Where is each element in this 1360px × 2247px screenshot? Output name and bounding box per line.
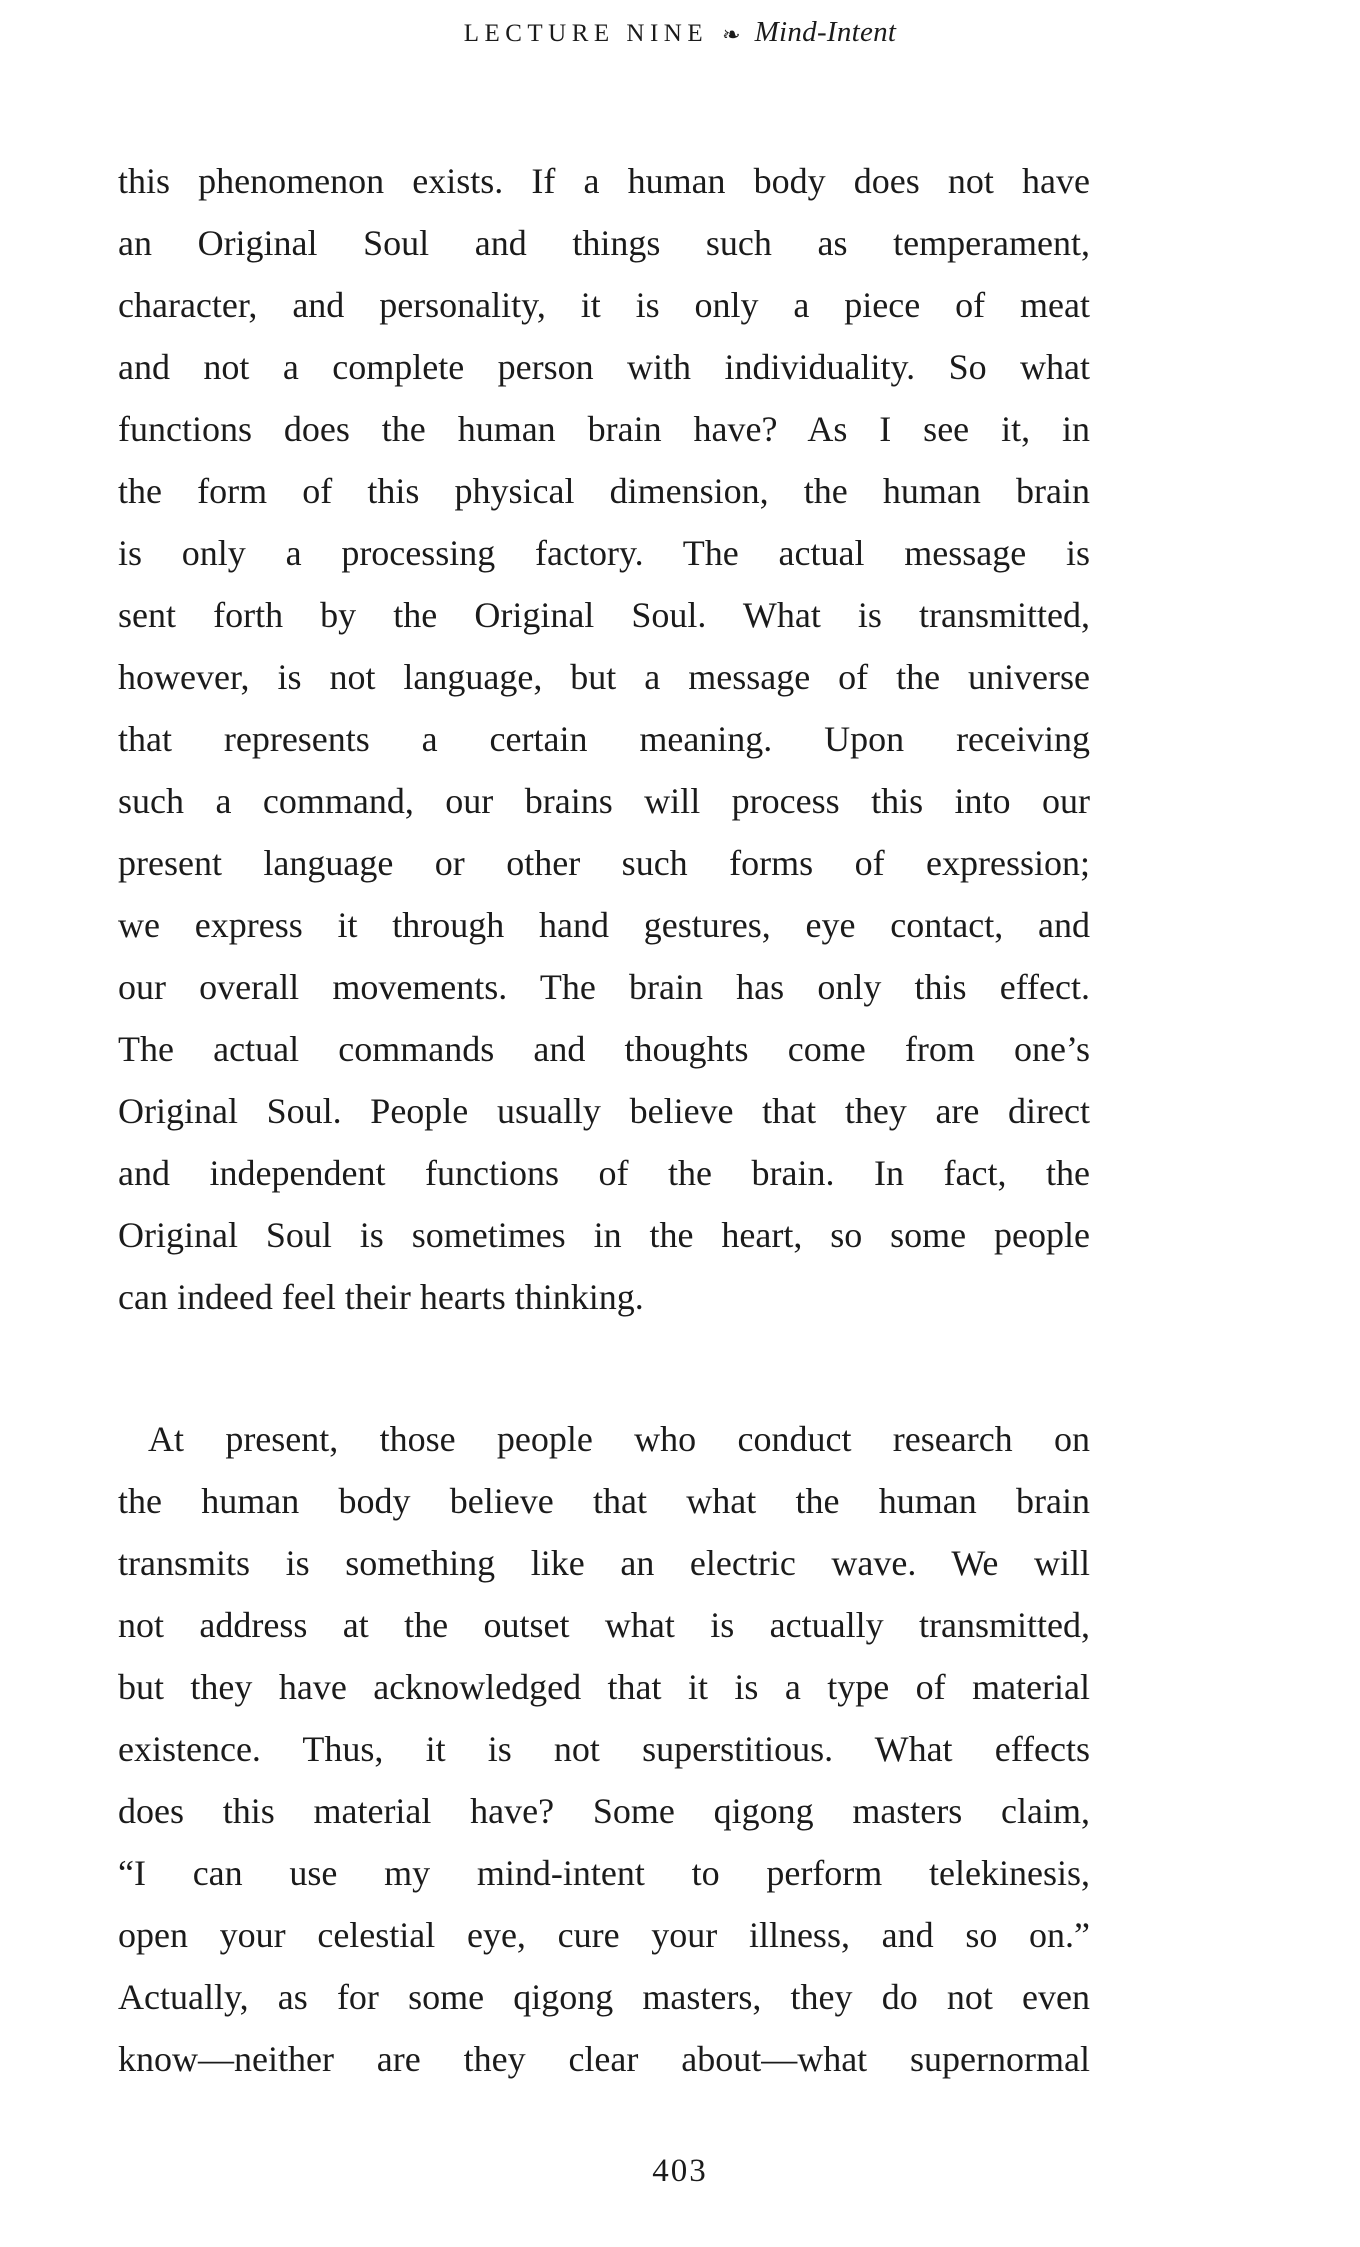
- text-line: functions does the human brain have? As I see it, in: [118, 409, 1090, 449]
- body-text: [118, 150, 1090, 2090]
- text-line: and not a complete person with individuality. So what: [118, 347, 1090, 387]
- text-line: not address at the outset what is actually transmitted,: [118, 1605, 1090, 1645]
- text-line: At present, those people who conduct research on: [148, 1419, 1090, 1459]
- text-line: character, and personality, it is only a piece of meat: [118, 285, 1090, 325]
- paragraph: [118, 1408, 1090, 2090]
- page-number: 403: [652, 2153, 708, 2189]
- text-line: is only a processing factory. The actual message is: [118, 533, 1090, 573]
- text-line: “I can use my mind-intent to perform telekinesis,: [118, 1853, 1090, 1893]
- paragraph: [118, 150, 1090, 1328]
- chapter-title: Mind-Intent: [754, 16, 897, 48]
- text-line: however, is not language, but a message of the universe: [118, 657, 1090, 697]
- text-line: Actually, as for some qigong masters, they do not even: [118, 1977, 1090, 2017]
- text-line: this phenomenon exists. If a human body does not have: [118, 161, 1090, 201]
- text-line: The actual commands and thoughts come from one’s: [118, 1029, 1090, 1069]
- running-header: [0, 16, 1360, 49]
- text-line: Original Soul is sometimes in the heart, so some people: [118, 1215, 1090, 1255]
- text-line: transmits is something like an electric wave. We will: [118, 1543, 1090, 1583]
- text-line: but they have acknowledged that it is a type of material: [118, 1667, 1090, 1707]
- text-line: can indeed feel their hearts thinking.: [118, 1277, 644, 1317]
- text-line: an Original Soul and things such as temperament,: [118, 223, 1090, 263]
- text-line: know—neither are they clear about—what supernormal: [118, 2039, 1090, 2079]
- text-line: our overall movements. The brain has only this effect.: [118, 967, 1090, 1007]
- fleuron-ornament-icon: ❧: [722, 23, 741, 48]
- text-line: open your celestial eye, cure your illness, and so on.”: [118, 1915, 1090, 1955]
- text-line: the form of this physical dimension, the human brain: [118, 471, 1090, 511]
- text-line: we express it through hand gestures, eye contact, and: [118, 905, 1090, 945]
- text-line: that represents a certain meaning. Upon receiving: [118, 719, 1090, 759]
- text-line: present language or other such forms of expression;: [118, 843, 1090, 883]
- text-line: sent forth by the Original Soul. What is transmitted,: [118, 595, 1090, 635]
- text-line: existence. Thus, it is not superstitious. What effects: [118, 1729, 1090, 1769]
- text-line: such a command, our brains will process this into our: [118, 781, 1090, 821]
- text-line: does this material have? Some qigong masters claim,: [118, 1791, 1090, 1831]
- lecture-label: LECTURE NINE: [463, 20, 709, 47]
- text-line: Original Soul. People usually believe that they are direct: [118, 1091, 1090, 1131]
- text-line: the human body believe that what the human brain: [118, 1481, 1090, 1521]
- text-line: and independent functions of the brain. In fact, the: [118, 1153, 1090, 1193]
